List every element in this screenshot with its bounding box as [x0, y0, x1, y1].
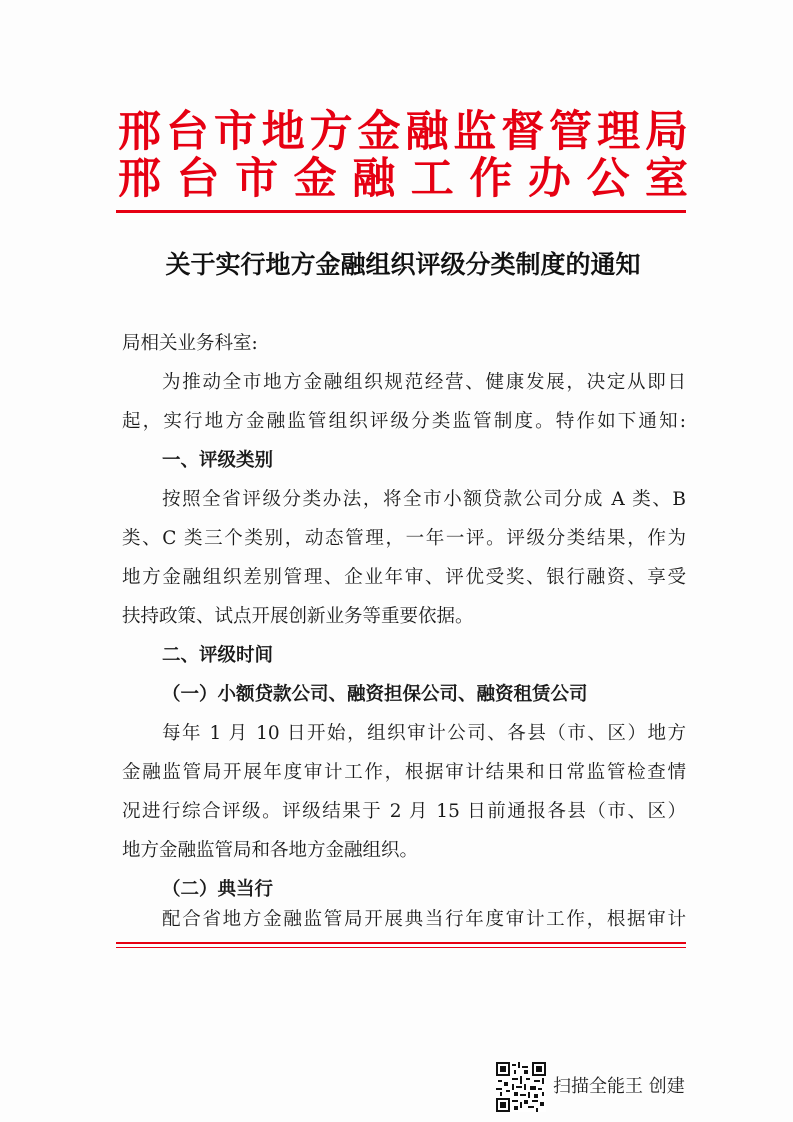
paragraph-line: 配合省地方金融监管局开展典当行年度审计工作，根据审计: [162, 909, 686, 930]
document-title: 关于实行地方金融组织评级分类制度的通知: [165, 250, 641, 279]
paragraph-line: 扶持政策、试点开展创新业务等重要依据。: [122, 606, 474, 627]
paragraph-line: 为推动全市地方金融组织规范经营、健康发展，决定从即日: [162, 372, 686, 393]
subsection-heading: （二）典当行: [162, 879, 274, 900]
letterhead-divider: [116, 210, 686, 213]
letterhead-line-1: 邢台市地方金融监督管理局: [118, 107, 688, 157]
paragraph-line: 况进行综合评级。评级结果于 2 月 15 日前通报各县（市、区）: [122, 801, 686, 822]
section-heading: 一、评级类别: [162, 450, 274, 471]
salutation: 局相关业务科室:: [122, 333, 258, 354]
paragraph-line: 金融监管局开展年度审计工作，根据审计结果和日常监管检查情: [122, 762, 686, 783]
paragraph-line: 按照全省评级分类办法，将全市小额贷款公司分成 A 类、B: [162, 489, 686, 510]
paragraph-line: 类、C 类三个类别，动态管理，一年一评。评级分类结果，作为: [122, 528, 686, 549]
paragraph-line: 每年 1 月 10 日开始，组织审计公司、各县（市、区）地方: [162, 723, 686, 744]
document-body: [122, 324, 686, 924]
paragraph-line: 地方金融监管局和各地方金融组织。: [122, 840, 419, 861]
footer-divider: [116, 942, 686, 944]
subsection-heading: （一）小额贷款公司、融资担保公司、融资租赁公司: [162, 684, 588, 705]
qr-code-icon: [496, 1062, 546, 1112]
section-heading: 二、评级时间: [162, 645, 274, 666]
document-body-continued: [122, 900, 686, 940]
paragraph-line: 起，实行地方金融监管组织评级分类监管制度。特作如下通知:: [122, 411, 686, 432]
footer-divider-thin: [116, 947, 686, 948]
scanner-watermark-label: 扫描全能王 创建: [553, 1076, 685, 1097]
paragraph-line: 地方金融组织差别管理、企业年审、评优受奖、银行融资、享受: [122, 567, 686, 588]
letterhead-line-2: 邢台市金融工作办公室: [118, 154, 688, 204]
